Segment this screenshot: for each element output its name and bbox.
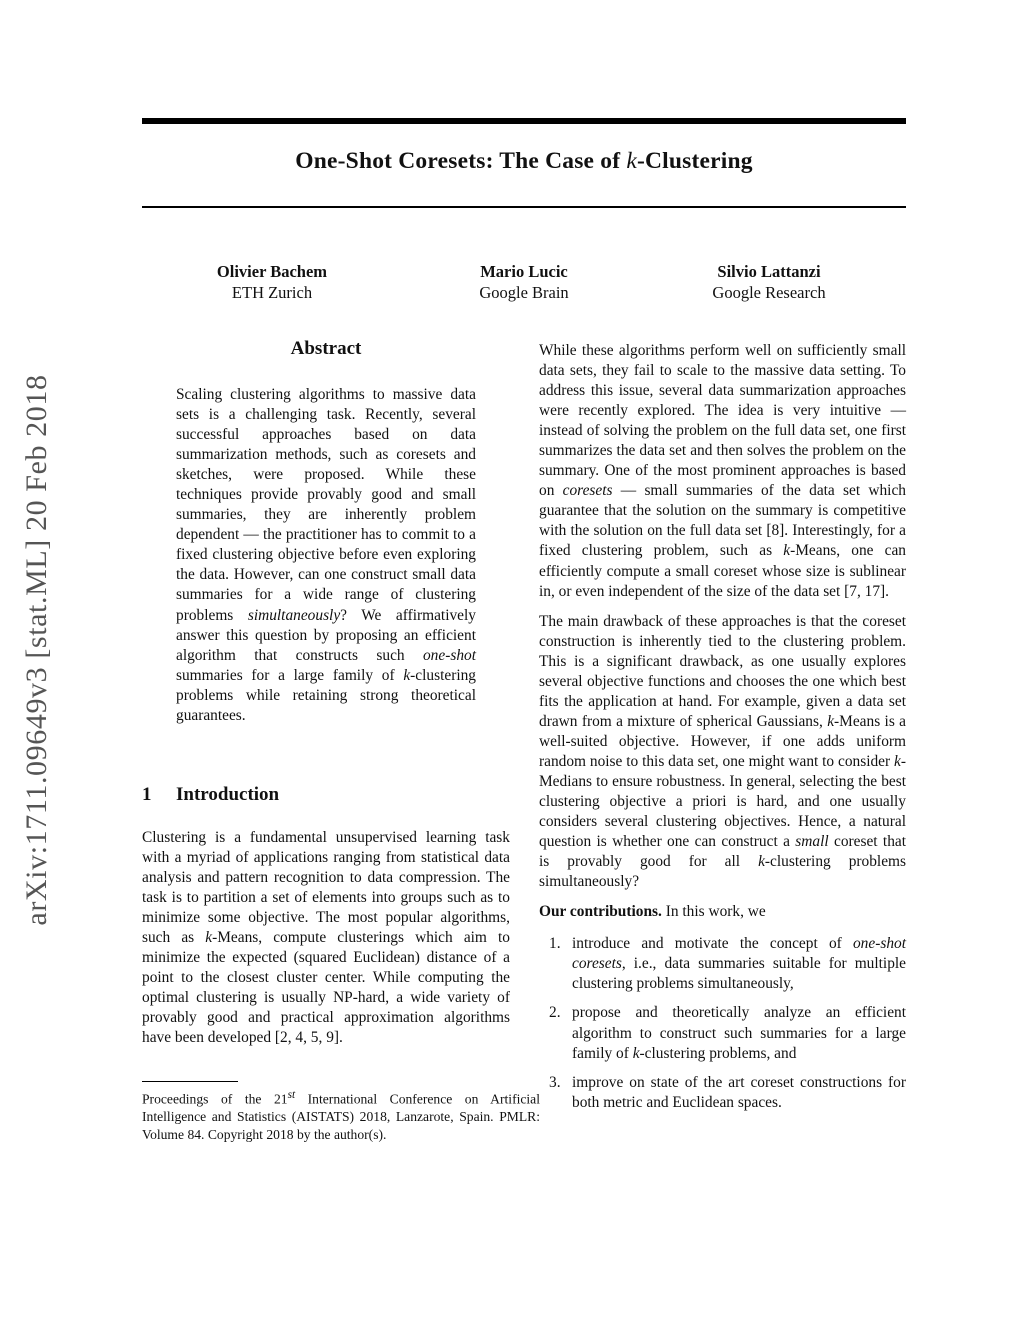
title-k: k xyxy=(626,148,637,174)
author-block-2 xyxy=(404,261,644,303)
section-heading-introduction xyxy=(142,784,279,806)
author-block-1 xyxy=(152,261,392,303)
introduction-paragraph: Clustering is a fundamental unsupervised learning task with a myriad of applications ranging from statistical data analysis and pattern recognition to data compression. The task is to partition a set of elements into groups such as to minimize some objective. The most popular algorithms, such as k-Means, compute clusterings which aim to minimize the expected (squared Euclidean) distance of a point to the closest cluster center. While computing the optimal clustering is usually NP-hard, a wide variety of provably good and practical approximation algorithms have been developed [2, 4, 5, 9]. xyxy=(142,829,510,1046)
author-affiliation: Google Brain xyxy=(479,283,569,302)
paragraph-coresets: While these algorithms perform well on sufficiently small data sets, they fail to scale to the massive data setting. To address this issue, several data summarization approaches were recently explored. The idea is very intuitive — instead of solving the problem on the full data set, one first summarizes the data set and then solves the problem on the summary. One of the most prominent approaches is based on coresets — small summaries of the data set which guarantee that the solution on the summary is competitive with the solution on the full data set [8]. Interestingly, for a fixed clustering problem, such as k-Means, one can efficiently compute a small coreset whose size is sublinear in, or even independent of the size of the data set [7, 17]. xyxy=(539,342,906,600)
paragraph-contributions: Our contributions. In this work, we xyxy=(539,903,766,921)
abstract-body: Scaling clustering algorithms to massive data sets is a challenging task. Recently, several successful approaches based on data summarization methods, such as coresets and sketches, were proposed. While these techniques provide provably good and small summaries, they are inherently problem dependent — the practitioner has to commit to a fixed clustering objective before even exploring the data. However, can one construct small data summaries for a wide range of clustering problems simultaneously? We affirmatively answer this question by proposing an efficient algorithm that constructs such one-shot summaries for a large family of k-clustering problems while retaining strong theoretical guarantees. xyxy=(176,386,476,724)
footnote: Proceedings of the 21st International Conference on Artificial Intelligence and Statistics (AISTATS) 2018, Lanzarote, Spain. PMLR: Volume 84. Copyright 2018 by the author(s). xyxy=(142,1089,540,1142)
author-affiliation: ETH Zurich xyxy=(231,283,313,302)
title-bottom-rule xyxy=(142,206,906,208)
list-item: 1. introduce and motivate the concept of one-shot coresets, i.e., data summaries suitable for multiple clustering problems simultaneously, xyxy=(549,935,906,993)
paper-title xyxy=(142,148,906,175)
abstract-heading: Abstract xyxy=(290,338,362,359)
title-top-rule xyxy=(142,118,906,124)
contributions-list xyxy=(539,934,906,1112)
author-name: Silvio Lattanzi xyxy=(717,262,821,281)
right-column xyxy=(539,341,906,1122)
arxiv-stamp: arXiv:1711.09649v3 [stat.ML] 20 Feb 2018 xyxy=(20,374,53,926)
author-block-3 xyxy=(649,261,889,303)
paragraph-drawback: The main drawback of these approaches is that the coreset construction is inherently tied to the clustering problem. This is a significant drawback, as one usually explores several objective functions and chooses the one which best fits the application at hand. For example, given a data set drawn from a mixture of spherical Gaussians, k-Means is a well-suited objective. However, if one adds uniform random noise to this data set, one might want to consider k-Medians to ensure robustness. In general, selecting the best clustering objective a priori is hard, and one usually considers several clustering objectives. Hence, a natural question is whether one can construct a small coreset that is provably good for all k-clustering problems simultaneously? xyxy=(539,612,907,891)
title-text-pre: One-Shot Coresets: The Case of xyxy=(295,148,627,174)
list-item: 3. improve on state of the art coreset constructions for both metric and Euclidean spaces. xyxy=(549,1073,906,1111)
list-item: 2. propose and theoretically analyze an efficient algorithm to construct such summaries for a large family of k-clustering problems, and xyxy=(549,1004,906,1062)
footnote-rule xyxy=(142,1081,238,1082)
author-affiliation: Google Research xyxy=(712,283,826,302)
author-name: Mario Lucic xyxy=(480,262,568,281)
contributions-label: Our contributions. xyxy=(539,903,662,921)
author-name: Olivier Bachem xyxy=(216,262,328,281)
title-text-post: -Clustering xyxy=(636,148,753,174)
section-number: 1 xyxy=(142,784,152,805)
section-title: Introduction xyxy=(176,784,280,805)
